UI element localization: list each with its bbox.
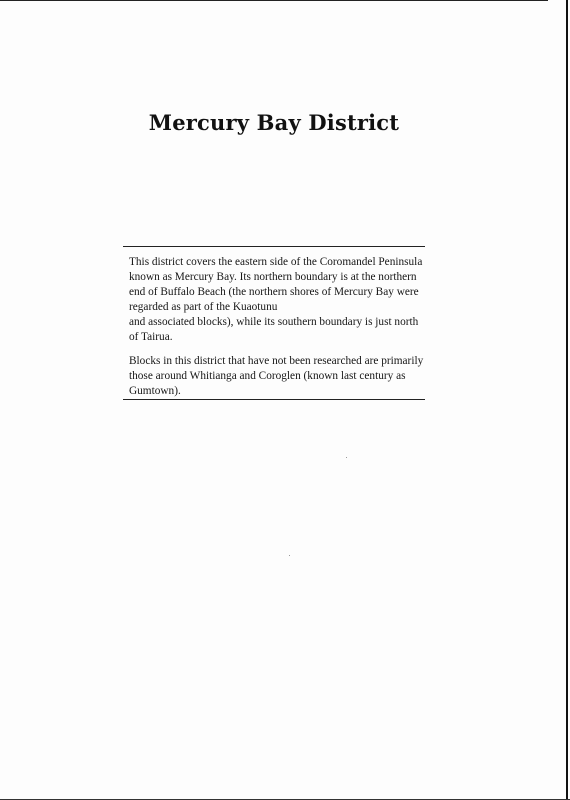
text-line: those around Whitianga and Coroglen (known last century as <box>129 370 406 382</box>
scan-edge-right <box>566 0 568 800</box>
description-box <box>123 246 425 400</box>
description-paragraph-1 <box>129 255 425 345</box>
text-line: known as Mercury Bay. Its northern boundary is at the northern <box>129 271 417 283</box>
description-paragraph-2 <box>129 354 425 399</box>
scan-speck <box>289 555 290 556</box>
text-line: Blocks in this district that have not been researched are primarily <box>129 355 424 367</box>
text-line: This district covers the eastern side of the Coromandel Peninsula <box>129 256 423 268</box>
text-line: Gumtown). <box>129 385 181 397</box>
text-line: regarded as part of the Kuaotunu <box>129 301 278 313</box>
text-line: and associated blocks), while its southern boundary is just north <box>129 316 419 328</box>
text-line: end of Buffalo Beach (the northern shores of Mercury Bay were <box>129 286 419 298</box>
page-title: Mercury Bay District <box>148 110 400 135</box>
scan-speck <box>346 457 347 458</box>
scan-edge-top <box>0 0 548 1</box>
text-line: of Tairua. <box>129 331 173 343</box>
